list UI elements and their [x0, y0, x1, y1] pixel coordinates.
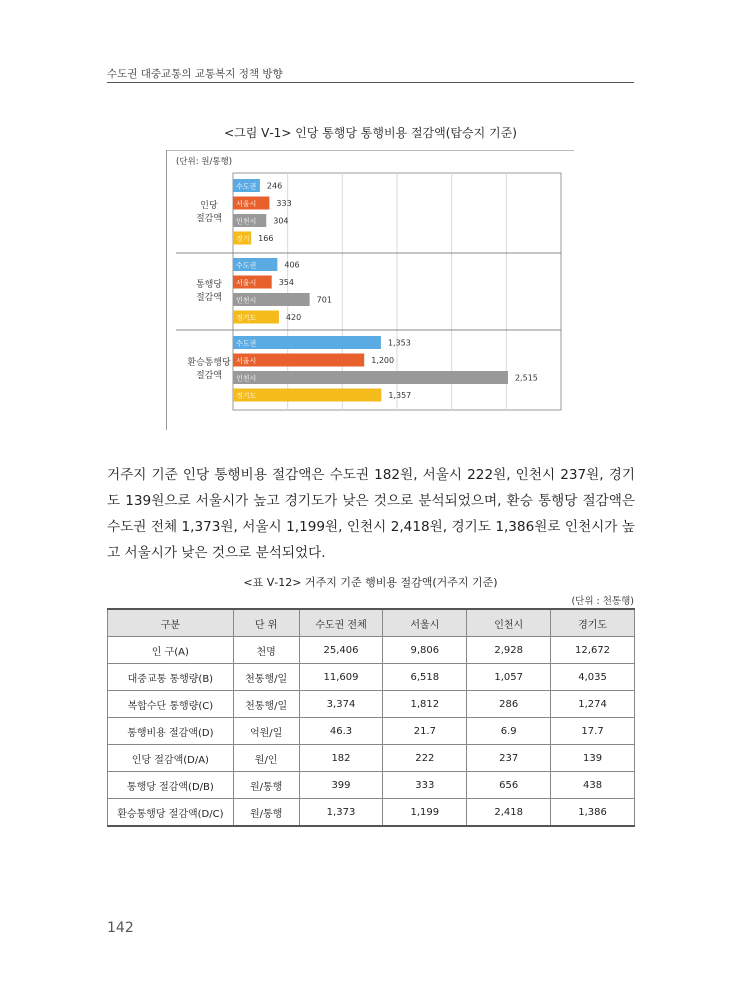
group-label: 환승통행당	[187, 358, 231, 368]
table-cell: 1,274	[551, 691, 635, 718]
bar-series-label: 경기도	[236, 314, 257, 322]
table-cell: 천통행/일	[233, 691, 299, 718]
table-cell: 2,418	[467, 799, 551, 827]
table-header-cell: 인천시	[467, 609, 551, 637]
table-cell: 25,406	[299, 637, 383, 664]
figure-caption: <그림 Ⅴ-1> 인당 통행당 통행비용 절감액(탑승지 기준)	[224, 126, 517, 140]
table-cell: 원/통행	[233, 799, 299, 827]
table-cell: 286	[467, 691, 551, 718]
table-cell: 1,373	[299, 799, 383, 827]
table-row	[108, 718, 635, 745]
savings-bar-chart	[0, 0, 741, 440]
table-header-cell: 경기도	[551, 609, 635, 637]
table-cell: 천명	[233, 637, 299, 664]
bar-value-label: 2,515	[514, 373, 538, 383]
bar-value-label: 420	[285, 313, 302, 322]
table-cell: 1,386	[551, 799, 635, 827]
table-cell: 대중교통 통행량(B)	[108, 664, 234, 691]
table-cell: 인 구(A)	[108, 637, 234, 664]
body-paragraph: 거주지 기준 인당 통행비용 절감액은 수도권 182원, 서울시 222원, 인천시 237원, 경기도 139원으로 서울시가 높고 경기도가 낮은 것으로 분석되었으며, 환승 통행당 절감액은 수도권 전체 1,373원, 서울시 1,199원, 인천시 2,418원, 경기도 1,386원로 인천시가 높고 서울시가 낮은 것으로 분석되었다.	[107, 467, 635, 561]
table-caption: <표 Ⅴ-12> 거주지 기준 행비용 절감액(거주지 기준)	[243, 576, 498, 589]
bar-series-label: 서울시	[236, 357, 257, 365]
table-cell: 9,806	[383, 637, 467, 664]
table-cell: 통행당 절감액(D/B)	[108, 772, 234, 799]
table-cell: 237	[467, 745, 551, 772]
table-row	[108, 745, 635, 772]
table-row	[108, 664, 635, 691]
table-cell: 통행비용 절감액(D)	[108, 718, 234, 745]
table-cell: 46.3	[299, 718, 383, 745]
chart-unit-label: (단위: 원/통행)	[176, 157, 233, 167]
bar-value-label: 1,357	[388, 391, 412, 400]
bar	[233, 371, 508, 384]
page-number: 142	[107, 920, 134, 936]
table-cell: 원/통행	[233, 772, 299, 799]
bar-series-label: 서울시	[236, 279, 257, 287]
bar-series-label: 인천시	[236, 374, 257, 383]
group-label: 절감액	[195, 371, 223, 381]
bar-value-label: 166	[258, 234, 274, 243]
table-cell: 17.7	[551, 718, 635, 745]
bar-value-label: 406	[284, 260, 300, 270]
table-header-row	[108, 609, 635, 637]
bar-value-label: 333	[276, 199, 292, 208]
bar-series-label: 인천시	[236, 296, 257, 305]
table-cell: 억원/일	[233, 718, 299, 745]
table-cell: 천통행/일	[233, 664, 299, 691]
table-cell: 182	[299, 745, 383, 772]
bar-series-label: 수도권	[236, 339, 257, 348]
bar-value-label: 701	[316, 295, 332, 305]
savings-table	[107, 608, 635, 827]
bar-series-label: 수도권	[236, 261, 257, 270]
table-cell: 원/인	[233, 745, 299, 772]
table-cell: 12,672	[551, 637, 635, 664]
table-header-cell: 수도권 전체	[299, 609, 383, 637]
bar-series-label: 경기도	[236, 392, 257, 400]
bar-value-label: 246	[266, 181, 283, 191]
table-cell: 333	[383, 772, 467, 799]
bar-value-label: 354	[278, 278, 294, 287]
table-cell: 1,812	[383, 691, 467, 718]
table-cell: 복합수단 통행량(C)	[108, 691, 234, 718]
table-cell: 438	[551, 772, 635, 799]
bar-value-label: 304	[273, 216, 289, 226]
group-label: 인당	[200, 201, 218, 211]
table-cell: 656	[467, 772, 551, 799]
bar-series-label: 인천시	[236, 217, 257, 226]
table-cell: 4,035	[551, 664, 635, 691]
table-cell: 6,518	[383, 664, 467, 691]
table-row	[108, 691, 635, 718]
table-cell: 399	[299, 772, 383, 799]
bar-value-label: 1,353	[387, 338, 411, 348]
table-cell: 11,609	[299, 664, 383, 691]
table-cell: 139	[551, 745, 635, 772]
bar-series-label: 수도권	[236, 182, 257, 191]
table-header-cell: 단 위	[233, 609, 299, 637]
table-cell: 환승통행당 절감액(D/C)	[108, 799, 234, 827]
table-cell: 6.9	[467, 718, 551, 745]
table-cell: 1,199	[383, 799, 467, 827]
table-row	[108, 772, 635, 799]
running-header: 수도권 대중교통의 교통복지 정책 방향	[107, 68, 283, 80]
group-label: 절감액	[195, 214, 223, 224]
table-cell: 3,374	[299, 691, 383, 718]
group-label: 통행당	[195, 280, 223, 290]
table-cell: 인당 절감액(D/A)	[108, 745, 234, 772]
table-cell: 1,057	[467, 664, 551, 691]
table-cell: 21.7	[383, 718, 467, 745]
table-row	[108, 637, 635, 664]
table-unit: (단위 : 천통행)	[571, 596, 634, 607]
table-header-cell: 서울시	[383, 609, 467, 637]
table-row	[108, 799, 635, 827]
group-label: 절감액	[195, 293, 223, 303]
table-cell: 222	[383, 745, 467, 772]
table-header-cell: 구분	[108, 609, 234, 637]
table-cell: 2,928	[467, 637, 551, 664]
bar-series-label: 서울시	[236, 200, 257, 208]
bar-value-label: 1,200	[371, 356, 395, 365]
bar-series-label: 경기	[236, 235, 250, 243]
